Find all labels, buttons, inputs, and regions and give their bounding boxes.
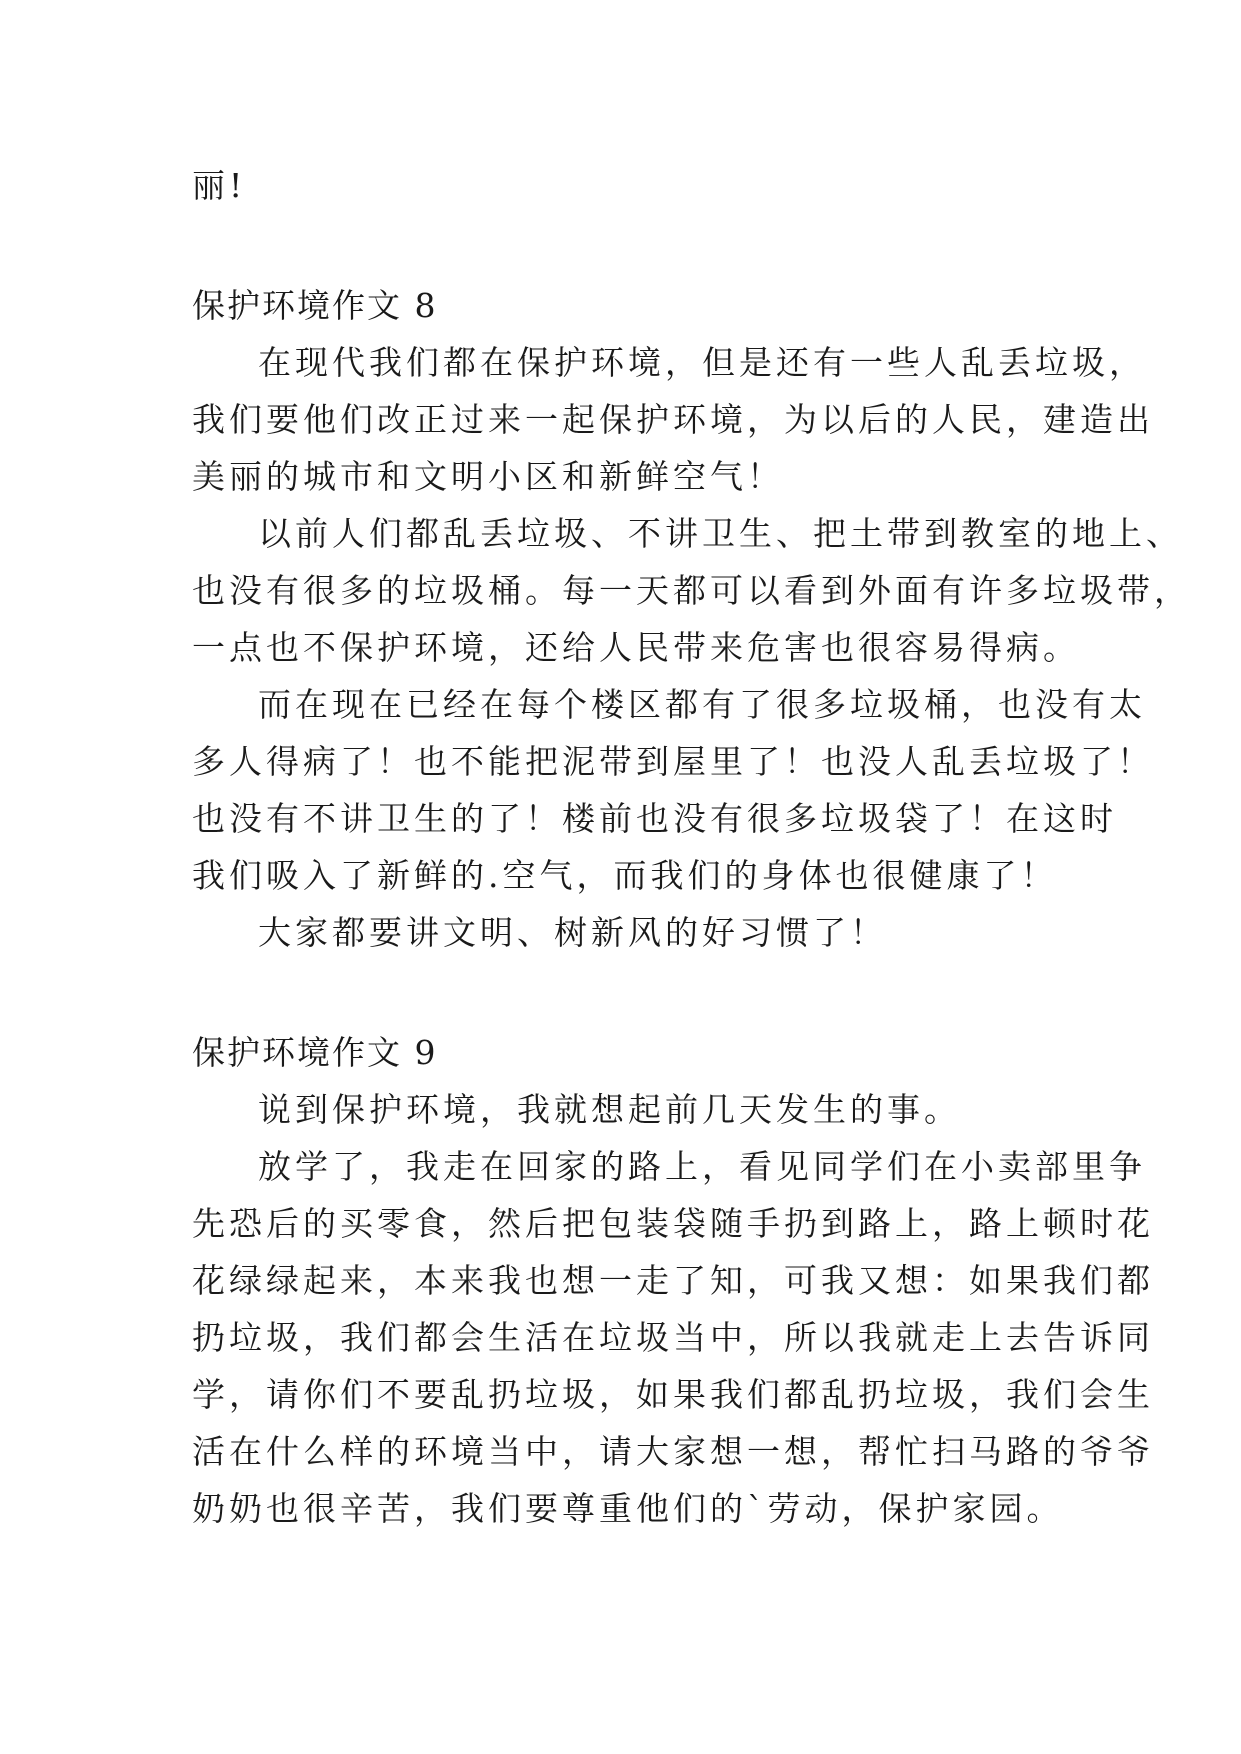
essay-8-title: 保护环境作文 8 [192,286,438,325]
essay-8-p3-line3: 也没有不讲卫生的了！楼前也没有很多垃圾袋了！在这时 [192,799,1117,838]
essay-8-p4-line1: 大家都要讲文明、树新风的好习惯了！ [258,913,887,952]
essay-8-p1-line3: 美丽的城市和文明小区和新鲜空气！ [192,457,784,496]
essay-9-p2-line1: 放学了，我走在回家的路上，看见同学们在小卖部里争 [258,1147,1146,1186]
essay-9-p2-line3: 花绿绿起来，本来我也想一走了知，可我又想：如果我们都 [192,1261,1154,1300]
essay-8-p3-line1: 而在现在已经在每个楼区都有了很多垃圾桶，也没有太 [258,685,1146,724]
essay-8-p3-line2: 多人得病了！也不能把泥带到屋里了！也没人乱丢垃圾了！ [192,742,1154,781]
essay-8-p2-line1: 以前人们都乱丢垃圾、不讲卫生、把土带到教室的地上、 [258,514,1183,553]
essay-9-p2-line6: 活在什么样的环境当中，请大家想一想，帮忙扫马路的爷爷 [192,1432,1154,1471]
essay-9-p2-line5: 学，请你们不要乱扔垃圾，如果我们都乱扔垃圾，我们会生 [192,1375,1154,1414]
essay-9-p1-line1: 说到保护环境，我就想起前几天发生的事。 [258,1090,961,1129]
essay-8-p1-line1: 在现代我们都在保护环境，但是还有一些人乱丢垃圾， [258,343,1146,382]
essay-9-p2-line7: 奶奶也很辛苦，我们要尊重他们的`劳动，保护家园。 [192,1489,1064,1528]
essay-9-p2-line4: 扔垃圾，我们都会生活在垃圾当中，所以我就走上去告诉同 [192,1318,1154,1357]
essay-8-p3-line4: 我们吸入了新鲜的.空气，而我们的身体也很健康了！ [192,856,1058,895]
continued-text-line: 丽! [192,166,247,205]
essay-9-p2-line2: 先恐后的买零食，然后把包装袋随手扔到路上，路上顿时花 [192,1204,1154,1243]
essay-8-p2-line3: 一点也不保护环境，还给人民带来危害也很容易得病。 [192,628,1080,667]
essay-9-title: 保护环境作文 9 [192,1033,438,1072]
essay-8-p2-line2: 也没有很多的垃圾桶。每一天都可以看到外面有许多垃圾带， [192,571,1191,610]
essay-8-p1-line2: 我们要他们改正过来一起保护环境，为以后的人民，建造出 [192,400,1154,439]
